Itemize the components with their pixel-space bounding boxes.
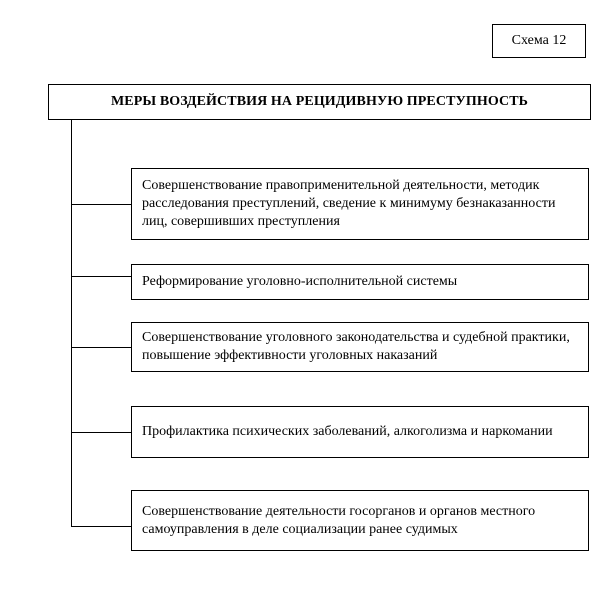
measure-box-3	[131, 322, 589, 372]
measure-text-3: Совершенствование уголовного законодательства и судебной практики, повышение эффективности уголовных наказаний	[142, 330, 570, 363]
connector-line-1	[71, 204, 131, 205]
diagram-title: МЕРЫ ВОЗДЕЙСТВИЯ НА РЕЦИДИВНУЮ ПРЕСТУПНОСТЬ	[110, 94, 529, 109]
connector-line-3	[71, 347, 131, 348]
measure-text-2: Реформирование уголовно-исполнительной системы	[142, 274, 458, 289]
diagram-title-box	[48, 84, 591, 120]
scheme-number-label	[492, 24, 586, 58]
measure-box-5	[131, 490, 589, 551]
measure-text-4: Профилактика психических заболеваний, алкоголизма и наркомании	[142, 424, 553, 439]
measure-text-5: Совершенствование деятельности госорганов и органов местного самоуправления в деле социализации ранее судимых	[142, 503, 536, 537]
scheme-number-text: Схема 12	[511, 33, 567, 48]
vertical-connector-line	[71, 120, 72, 527]
connector-line-2	[71, 276, 131, 277]
connector-line-4	[71, 432, 131, 433]
measure-box-4	[131, 406, 589, 458]
measure-text-1: Совершенствование правоприменительной деятельности, методик расследования преступлений, сведение к минимуму безнаказанности лиц, совершивших преступления	[142, 178, 556, 229]
connector-line-5	[71, 526, 131, 527]
measure-box-1	[131, 168, 589, 240]
measure-box-2	[131, 264, 589, 300]
